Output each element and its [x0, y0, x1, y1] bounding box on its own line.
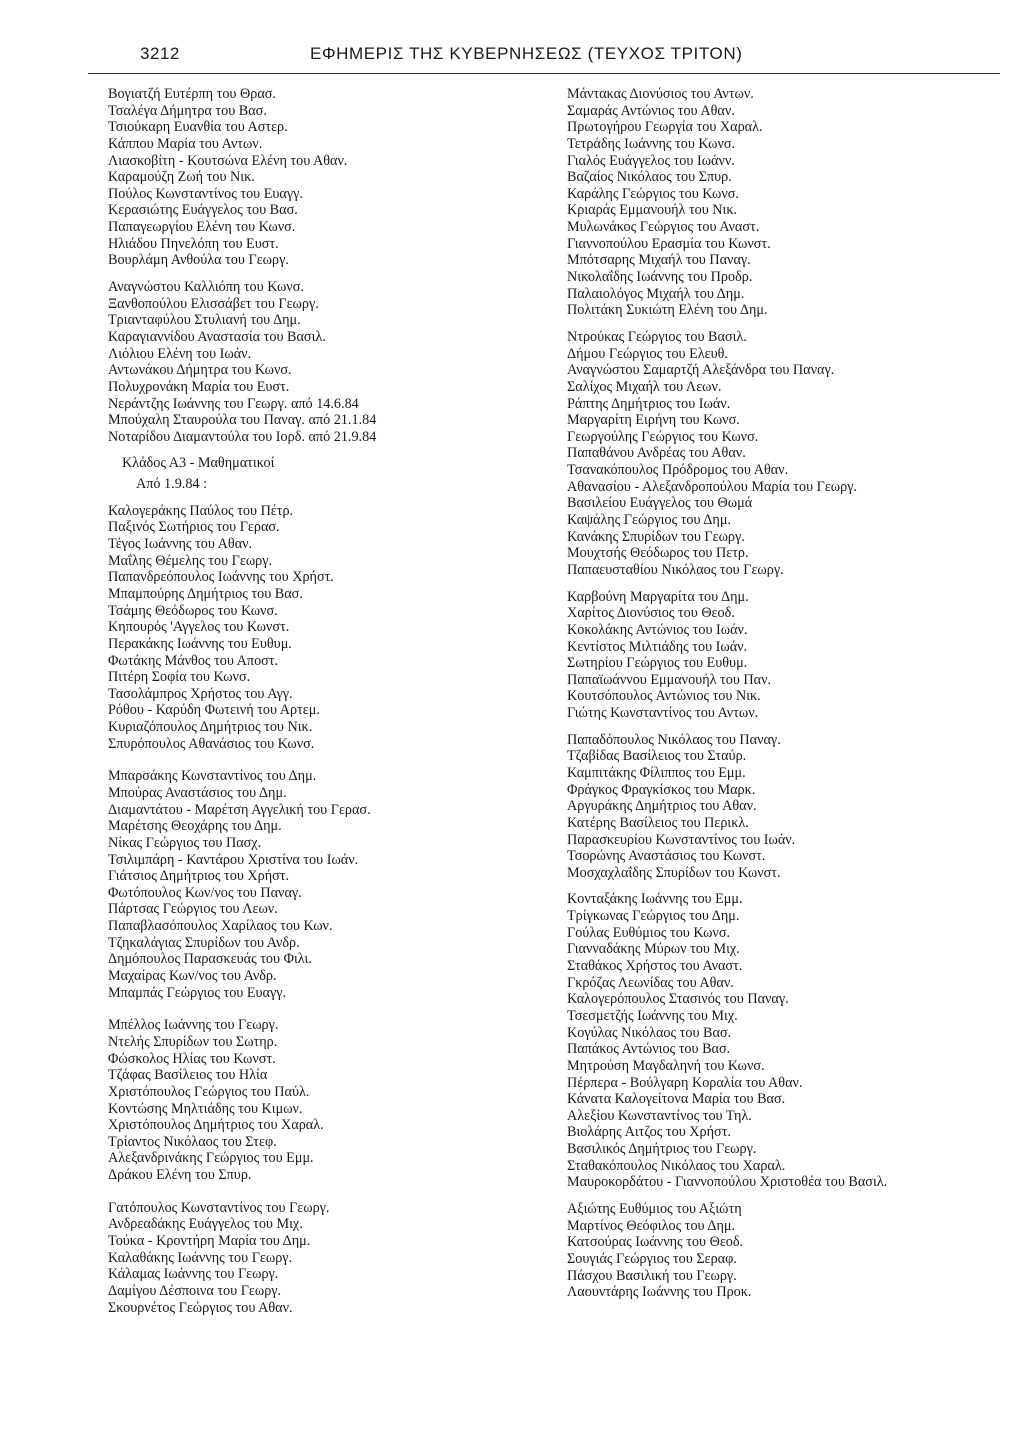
name-entry: Μαχαίρας Κων/νος του Ανδρ.	[108, 968, 277, 985]
name-entry: Σπυρόπουλος Αθανάσιος του Κωνσ.	[108, 735, 315, 752]
name-entry: Μπαμπούρης Δημήτριος του Βασ.	[108, 585, 303, 602]
name-entry: Μητρούση Μαγδαληνή του Κωνσ.	[567, 1057, 765, 1074]
name-entry: Σταθακόπουλος Νικόλαος του Χαραλ.	[567, 1157, 786, 1174]
name-entry: Σαμαράς Αντώνιος του Αθαν.	[567, 102, 735, 119]
name-entry: Ράπτης Δημήτριος του Ιωάν.	[567, 395, 731, 412]
name-entry: Δημόπουλος Παρασκευάς του Φιλι.	[108, 951, 312, 968]
name-group	[108, 86, 528, 269]
name-entry: Σαλίχος Μιχαήλ του Λεων.	[567, 378, 722, 395]
name-entry: Κογύλας Νικόλαος του Βασ.	[567, 1024, 732, 1041]
name-entry: Καψάλης Γεώργιος του Δημ.	[567, 512, 732, 529]
name-entry: Καμπιτάκης Φίλιππος του Εμμ.	[567, 764, 746, 781]
name-entry: Περακάκης Ιωάννης του Ευθυμ.	[108, 635, 292, 652]
name-entry: Μπέλλος Ιωάννης του Γεωργ.	[108, 1017, 279, 1034]
name-entry: Τριανταφύλου Στυλιανή του Δημ.	[108, 312, 301, 329]
name-entry: Δράκου Ελένη του Σπυρ.	[108, 1167, 252, 1184]
name-entry: Τούκα - Κροντήρη Μαρία του Δημ.	[108, 1233, 311, 1249]
name-entry: Αξιώτης Ευθύμιος του Αξιώτη	[567, 1201, 742, 1217]
name-entry: Τσάμης Θεόδωρος του Κωνσ.	[108, 602, 278, 619]
name-group	[567, 589, 1007, 722]
name-entry: Τσανακόπουλος Πρόδρομος του Αθαν.	[567, 462, 789, 479]
name-entry: Ξανθοπούλου Ελισσάβετ του Γεωργ.	[108, 295, 319, 312]
name-entry: Παπαϊωάννου Εμμανουήλ του Παν.	[567, 671, 772, 688]
name-entry: Γεωργούλης Γεώργιος του Κωνσ.	[567, 428, 759, 445]
journal-title: ΕΦΗΜΕΡΙΣ ΤΗΣ ΚΥΒΕΡΝΗΣΕΩΣ (ΤΕΥΧΟΣ ΤΡΙΤΟΝ)	[310, 44, 743, 63]
name-entry: Κατέρης Βασίλειος του Περικλ.	[567, 814, 749, 831]
name-entry: Τζηκαλάγιας Σπυρίδων του Ανδρ.	[108, 934, 300, 951]
name-entry: Διαμαντάτου - Μαρέτση Αγγελική του Γερασ.	[108, 801, 371, 818]
section-date: Από 1.9.84 :	[136, 476, 208, 493]
name-entry: Γατόπουλος Κωνσταντίνος του Γεωργ.	[108, 1199, 330, 1216]
name-entry: Μαΐλης Θέμελης του Γεωργ.	[108, 552, 273, 569]
name-entry: Μοσχαχλαΐδης Σπυρίδων του Κωνστ.	[567, 864, 781, 881]
name-entry: Κυριαζόπουλος Δημήτριος του Νικ.	[108, 719, 313, 736]
name-group	[108, 768, 528, 1001]
name-group	[567, 891, 1007, 1191]
name-entry: Γούλας Ευθύμιος του Κωνσ.	[567, 924, 731, 941]
name-entry: Τζαβίδας Βασίλειος του Σταύρ.	[567, 748, 747, 765]
name-entry: Παπανδρεόπουλος Ιωάννης του Χρήστ.	[108, 569, 334, 586]
name-entry: Παπαθάνου Ανδρέας του Αθαν.	[567, 445, 746, 462]
name-entry: Αλεξίου Κωνσταντίνος του Τηλ.	[567, 1107, 752, 1124]
right-column	[567, 86, 1007, 1301]
name-entry: Πάρτσας Γεώργιος του Λεων.	[108, 901, 278, 918]
name-entry: Βουρλάμη Ανθούλα του Γεωργ.	[108, 252, 289, 269]
name-entry: Μαυροκορδάτου - Γιαννοπούλου Χριστοθέα του Βασιλ.	[567, 1174, 888, 1191]
name-entry: Καραμούζη Ζωή του Νικ.	[108, 169, 255, 186]
name-group	[567, 1201, 1007, 1301]
name-entry: Τσορώνης Αναστάσιος του Κωνστ.	[567, 848, 766, 865]
name-entry: Κουτσόπουλος Αντώνιος του Νικ.	[567, 688, 761, 705]
name-entry: Φωτάκης Μάνθος του Αποστ.	[108, 652, 279, 669]
name-entry: Γιώτης Κωνσταντίνος του Αντων.	[567, 705, 759, 722]
name-group	[108, 503, 528, 753]
name-entry: Νίκας Γεώργιος του Πασχ.	[108, 834, 262, 851]
name-entry: Δαμίγου Δέσποινα του Γεωργ.	[108, 1282, 282, 1299]
name-entry: Πρωτογήρου Γεωργία του Χαραλ.	[567, 119, 763, 136]
name-entry: Βογιατζή Ευτέρπη του Θρασ.	[108, 86, 276, 102]
name-entry: Παπάκος Αντώνιος του Βασ.	[567, 1041, 731, 1058]
name-entry: Τσιούκαρη Ευανθία του Αστερ.	[108, 119, 288, 136]
name-entry: Δήμου Γεώργιος του Ελευθ.	[567, 345, 728, 362]
name-entry: Ρόθου - Καρύδη Φωτεινή του Αρτεμ.	[108, 702, 320, 719]
name-entry: Λαουντάρης Ιωάννης του Προκ.	[567, 1284, 752, 1301]
name-entry: Γιάτσιος Δημήτριος του Χρήστ.	[108, 868, 290, 885]
name-entry: Κάνατα Καλογείτονα Μαρία του Βασ.	[567, 1091, 786, 1108]
name-entry: Σταθάκος Χρήστος του Αναστ.	[567, 958, 743, 975]
page-number: 3212	[140, 44, 180, 63]
name-entry: Καλαθάκης Ιωάννης του Γεωργ.	[108, 1249, 293, 1266]
name-entry: Αθανασίου - Αλεξανδροπούλου Μαρία του Γεωργ.	[567, 478, 858, 495]
name-entry: Τέγος Ιωάννης του Αθαν.	[108, 536, 253, 553]
name-entry: Μπούχαλη Σταυρούλα του Παναγ. από 21.1.84	[108, 412, 377, 429]
name-entry: Φώσκολος Ηλίας του Κωνστ.	[108, 1050, 276, 1067]
name-entry: Παπαβλασόπουλος Χαρίλαος του Κων.	[108, 918, 333, 935]
name-entry: Τετράδης Ιωάννης του Κωνσ.	[567, 135, 736, 152]
name-entry: Γιανναδάκης Μύρων του Μιχ.	[567, 941, 740, 958]
name-entry: Παλαιολόγος Μιχαήλ του Δημ.	[567, 285, 745, 302]
name-entry: Γκρόζας Λεωνίδας του Αθαν.	[567, 974, 734, 991]
name-entry: Καραγιαννίδου Αναστασία του Βασιλ.	[108, 328, 326, 345]
name-entry: Χριστόπουλος Δημήτριος του Χαραλ.	[108, 1117, 324, 1134]
name-entry: Κοντώσης Μηλτιάδης του Κιμων.	[108, 1100, 303, 1117]
name-entry: Γιαλός Ευάγγελος του Ιωάνν.	[567, 152, 735, 169]
name-entry: Τρίαντος Νικόλαος του Στεφ.	[108, 1133, 277, 1150]
name-entry: Αργυράκης Δημήτριος του Αθαν.	[567, 798, 757, 815]
name-entry: Παξινός Σωτήριος του Γερασ.	[108, 519, 280, 536]
name-entry: Αντωνάκου Δήμητρα του Κωνσ.	[108, 362, 292, 379]
name-entry: Πολυχρονάκη Μαρία του Ευστ.	[108, 378, 290, 395]
name-entry: Παπαευσταθίου Νικόλαος του Γεωργ.	[567, 561, 784, 578]
name-entry: Λιασκοβίτη - Κουτσώνα Ελένη του Αθαν.	[108, 152, 348, 169]
name-entry: Καλογερόπουλος Στασινός του Παναγ.	[567, 991, 789, 1008]
name-entry: Αναγνώστου Σαμαρτζή Αλεξάνδρα του Παναγ.	[567, 362, 835, 379]
name-entry: Ανδρεαδάκης Ευάγγελος του Μιχ.	[108, 1216, 303, 1233]
name-entry: Νεράντζης Ιωάννης του Γεωργ. από 14.6.84	[108, 395, 359, 412]
name-group	[567, 86, 1007, 319]
name-group	[108, 1017, 528, 1183]
name-entry: Κανάκης Σπυρίδων του Γεωργ.	[567, 528, 745, 545]
name-entry: Πούλος Κωνσταντίνος του Ευαγγ.	[108, 185, 303, 202]
name-entry: Κερασιώτης Ευάγγελος του Βασ.	[108, 202, 298, 219]
name-group	[108, 1200, 528, 1316]
name-entry: Πιτέρη Σοφία του Κωνσ.	[108, 669, 251, 686]
name-entry: Κοκολάκης Αντώνιος του Ιωάν.	[567, 621, 748, 638]
name-group	[567, 329, 1007, 579]
name-entry: Παρασκευρίου Κωνσταντίνος του Ιωάν.	[567, 831, 796, 848]
name-entry: Μαργαρίτη Ειρήνη του Κωνσ.	[567, 412, 740, 429]
name-entry: Παπαδόπουλος Νικόλαος του Παναγ.	[567, 731, 781, 748]
name-entry: Καλογεράκης Παύλος του Πέτρ.	[108, 502, 294, 519]
name-entry: Τσεσμετζής Ιωάννης του Μιχ.	[567, 1007, 738, 1024]
name-entry: Μαρέτσης Θεοχάρης του Δημ.	[108, 818, 282, 835]
name-entry: Μπαρσάκης Κωνσταντίνος του Δημ.	[108, 768, 317, 785]
page-header	[90, 44, 1000, 68]
name-entry: Κονταξάκης Ιωάννης του Εμμ.	[567, 891, 743, 908]
name-entry: Τσιλιμπάρη - Καντάρου Χριστίνα του Ιωάν.	[108, 851, 359, 868]
name-entry: Κηπουρός 'Αγγελος του Κωνστ.	[108, 619, 290, 636]
name-entry: Σουγιάς Γεώργιος του Σεραφ.	[567, 1250, 737, 1267]
name-entry: Μυλωνάκος Γεώργιος του Αναστ.	[567, 219, 760, 236]
name-entry: Αναγνώστου Καλλιόπη του Κωνσ.	[108, 279, 304, 296]
name-entry: Μουχτσής Θεόδωρος του Πετρ.	[567, 545, 749, 562]
name-entry: Χριστόπουλος Γεώργιος του Παύλ.	[108, 1083, 310, 1100]
name-entry: Κατσούρας Ιωάννης του Θεοδ.	[567, 1234, 744, 1251]
name-entry: Σκουρνέτος Γεώργιος του Αθαν.	[108, 1299, 293, 1316]
name-entry: Ντελής Σπυρίδων του Σωτηρ.	[108, 1033, 278, 1050]
section-title: Κλάδος Α3 - Μαθηματικοί	[122, 455, 275, 472]
name-entry: Τασολάμπρος Χρήστος του Αγγ.	[108, 685, 293, 702]
name-entry: Πέρπερα - Βούλγαρη Κοραλία του Αθαν.	[567, 1074, 803, 1091]
name-group	[567, 732, 1007, 882]
name-entry: Γιαννοπούλου Ερασμία του Κωνστ.	[567, 235, 771, 252]
name-entry: Καρβούνη Μαργαρίτα του Δημ.	[567, 588, 749, 605]
name-entry: Τσαλέγα Δήμητρα του Βασ.	[108, 102, 267, 119]
name-entry: Κεντίστος Μιλτιάδης του Ιωάν.	[567, 638, 748, 655]
name-entry: Αλεξανδρινάκης Γεώργιος του Εμμ.	[108, 1150, 314, 1167]
name-entry: Σωτηρίου Γεώργιος του Ευθυμ.	[567, 655, 748, 672]
name-entry: Λιόλιου Ελένη του Ιωάν.	[108, 345, 252, 362]
name-entry: Τζάφας Βασίλειος του Ηλία	[108, 1067, 268, 1084]
name-entry: Νικολαΐδης Ιωάννης του Προδρ.	[567, 269, 753, 286]
name-entry: Πολιτάκη Συκιώτη Ελένη του Δημ.	[567, 302, 768, 319]
header-rule	[88, 73, 1000, 74]
name-entry: Μάντακας Διονύσιος του Αντων.	[567, 86, 754, 102]
name-entry: Βασιλείου Ευάγγελος του Θωμά	[567, 495, 753, 512]
name-entry: Μπούρας Αναστάσιος του Δημ.	[108, 784, 287, 801]
name-entry: Μπαμπάς Γεώργιος του Ευαγγ.	[108, 984, 287, 1001]
name-entry: Τρίγκωνας Γεώργιος του Δημ.	[567, 908, 740, 925]
name-entry: Ηλιάδου Πηνελόπη του Ευστ.	[108, 235, 279, 252]
name-entry: Κάππου Μαρία του Αντων.	[108, 135, 263, 152]
name-entry: Πάσχου Βασιλική του Γεωργ.	[567, 1267, 737, 1284]
name-entry: Βιολάρης Αιτζος του Χρήστ.	[567, 1124, 731, 1141]
left-column	[108, 86, 528, 1316]
name-entry: Χαρίτος Διονύσιος του Θεοδ.	[567, 605, 735, 622]
name-entry: Νοταρίδου Διαμαντούλα του Ιορδ. από 21.9.84	[108, 428, 377, 445]
name-entry: Ντρούκας Γεώργιος του Βασιλ.	[567, 328, 747, 345]
name-entry: Καράλης Γεώργιος του Κωνσ.	[567, 185, 739, 202]
name-entry: Φράγκος Φραγκίσκος του Μαρκ.	[567, 781, 756, 798]
name-group	[108, 279, 528, 445]
name-entry: Παπαγεωργίου Ελένη του Κωνσ.	[108, 219, 296, 236]
name-entry: Κάλαμας Ιωάννης του Γεωργ.	[108, 1266, 279, 1283]
name-entry: Βασιλικός Δημήτριος του Γεωργ.	[567, 1141, 757, 1158]
name-entry: Βαζαίος Νικόλαος του Σπυρ.	[567, 169, 732, 186]
name-entry: Μαρτίνος Θεόφιλος του Δημ.	[567, 1217, 736, 1234]
name-entry: Μπότσαρης Μιχαήλ του Παναγ.	[567, 252, 751, 269]
name-entry: Κριαράς Εμμανουήλ του Νικ.	[567, 202, 738, 219]
name-entry: Φωτόπουλος Κων/νος του Παναγ.	[108, 884, 302, 901]
